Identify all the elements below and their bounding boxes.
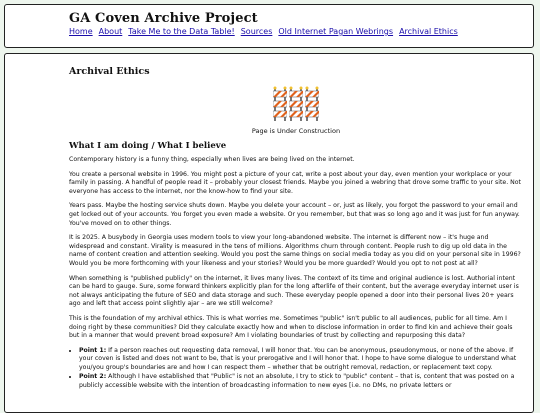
construction-barrier-icon — [273, 85, 287, 121]
under-construction-banner — [69, 85, 523, 135]
nav-data-table-link[interactable]: Take Me to the Data Table! — [128, 27, 235, 36]
site-title: GA Coven Archive Project — [69, 11, 258, 26]
point-label: Point 1: — [79, 346, 107, 354]
construction-caption: Page is Under Construction — [251, 127, 341, 135]
paragraph: This is the foundation of my archival ethics. This is what worries me. Sometimes "public" isn't public to all audiences, public for all time. Am I doing right by these communities? Did they calculate exactly how and when to disclose information in order to find kin and achieve their goals but in a manner that would prevent broad exposure? Am I violating boundaries of trust by collecting and repurposing this data? — [69, 314, 513, 340]
main-nav — [69, 27, 533, 36]
point-text: If a person reaches out requesting data removal, I will honor that. You can be anonymous, pseudonymous, or none of the above. If your coven is listed and does not want to be, that is your prerogative and I will honor that. I hope to have some dialogue to understand what you/you group's boundaries are and how I can respect them – whether that be outright removal, redaction, or replacement text copy. — [79, 346, 517, 371]
paragraph: Contemporary history is a funny thing, especially when lives are being lived on the internet. — [69, 156, 355, 163]
main-content — [4, 53, 534, 413]
paragraph: It is 2025. A busybody in Georgia uses modern tools to view your long-abandoned website. The internet is different now – it's huge and widespread and constant. Virality is measured in the tens of millions. Algorithms churn through content. People rush to dig up old data in the name of content creation and attention seeking. Would you post the same things on social media today as you did on your personal site in 1996? Would you be more forthcoming with your likeness and your stories? Would you be more guarded? Would you opt to not post at all? — [69, 234, 521, 267]
construction-barriers-image — [273, 85, 319, 121]
page-title: Archival Ethics — [69, 66, 150, 77]
nav-archival-ethics-link[interactable]: Archival Ethics — [399, 27, 458, 36]
points-list — [69, 347, 523, 391]
site-header — [4, 4, 534, 48]
nav-webrings-link[interactable]: Old Internet Pagan Webrings — [278, 27, 394, 36]
nav-sources-link[interactable]: Sources — [240, 27, 273, 36]
nav-about-link[interactable]: About — [98, 27, 123, 36]
list-item — [79, 373, 523, 390]
construction-barrier-icon — [305, 85, 319, 121]
section-heading: What I am doing / What I believe — [69, 141, 227, 151]
point-text: Although I have established that "Public" is not an absolute, I try to stick to "public" content – that is, content that was posted on a publicly accessible website with the intention of broadcasting information to new eyes [i.e. no DMs, no private letters or — [79, 373, 515, 390]
paragraph: You create a personal website in 1996. You might post a picture of your cat, write a post about your day, even mention your workplace or your family in passing. A handful of people read it – probably your closest friends. Maybe you joined a webring that drove some traffic to your site. Not everyone has access to the internet, nor the know-how to find your site. — [69, 170, 521, 195]
point-label: Point 2: — [79, 373, 107, 381]
paragraph: Years pass. Maybe the hosting service shuts down. Maybe you delete your account – or, just as likely, you forgot the password to your email and get locked out of your accounts. You forget you even made a website. Or you remember, but that was so long ago and it was just for fun anyway. You've moved on to other things. — [69, 202, 520, 227]
nav-home-link[interactable]: Home — [69, 27, 93, 36]
paragraph: When something is "published publicly" on the internet, it lives many lives. The context of its time and original audience is lost. Authorial intent can be hard to gauge. Sure, some forward thinkers explicitly plan for the long afterlife of their content, but the average everyday internet user is not always anticipating the future of SEO and data storage and such. These everyday people opened a door into their personal lives 20+ years ago and left that access point slightly ajar – are we still welcome? — [69, 274, 519, 308]
construction-barrier-icon — [289, 85, 303, 121]
list-item — [79, 347, 523, 373]
